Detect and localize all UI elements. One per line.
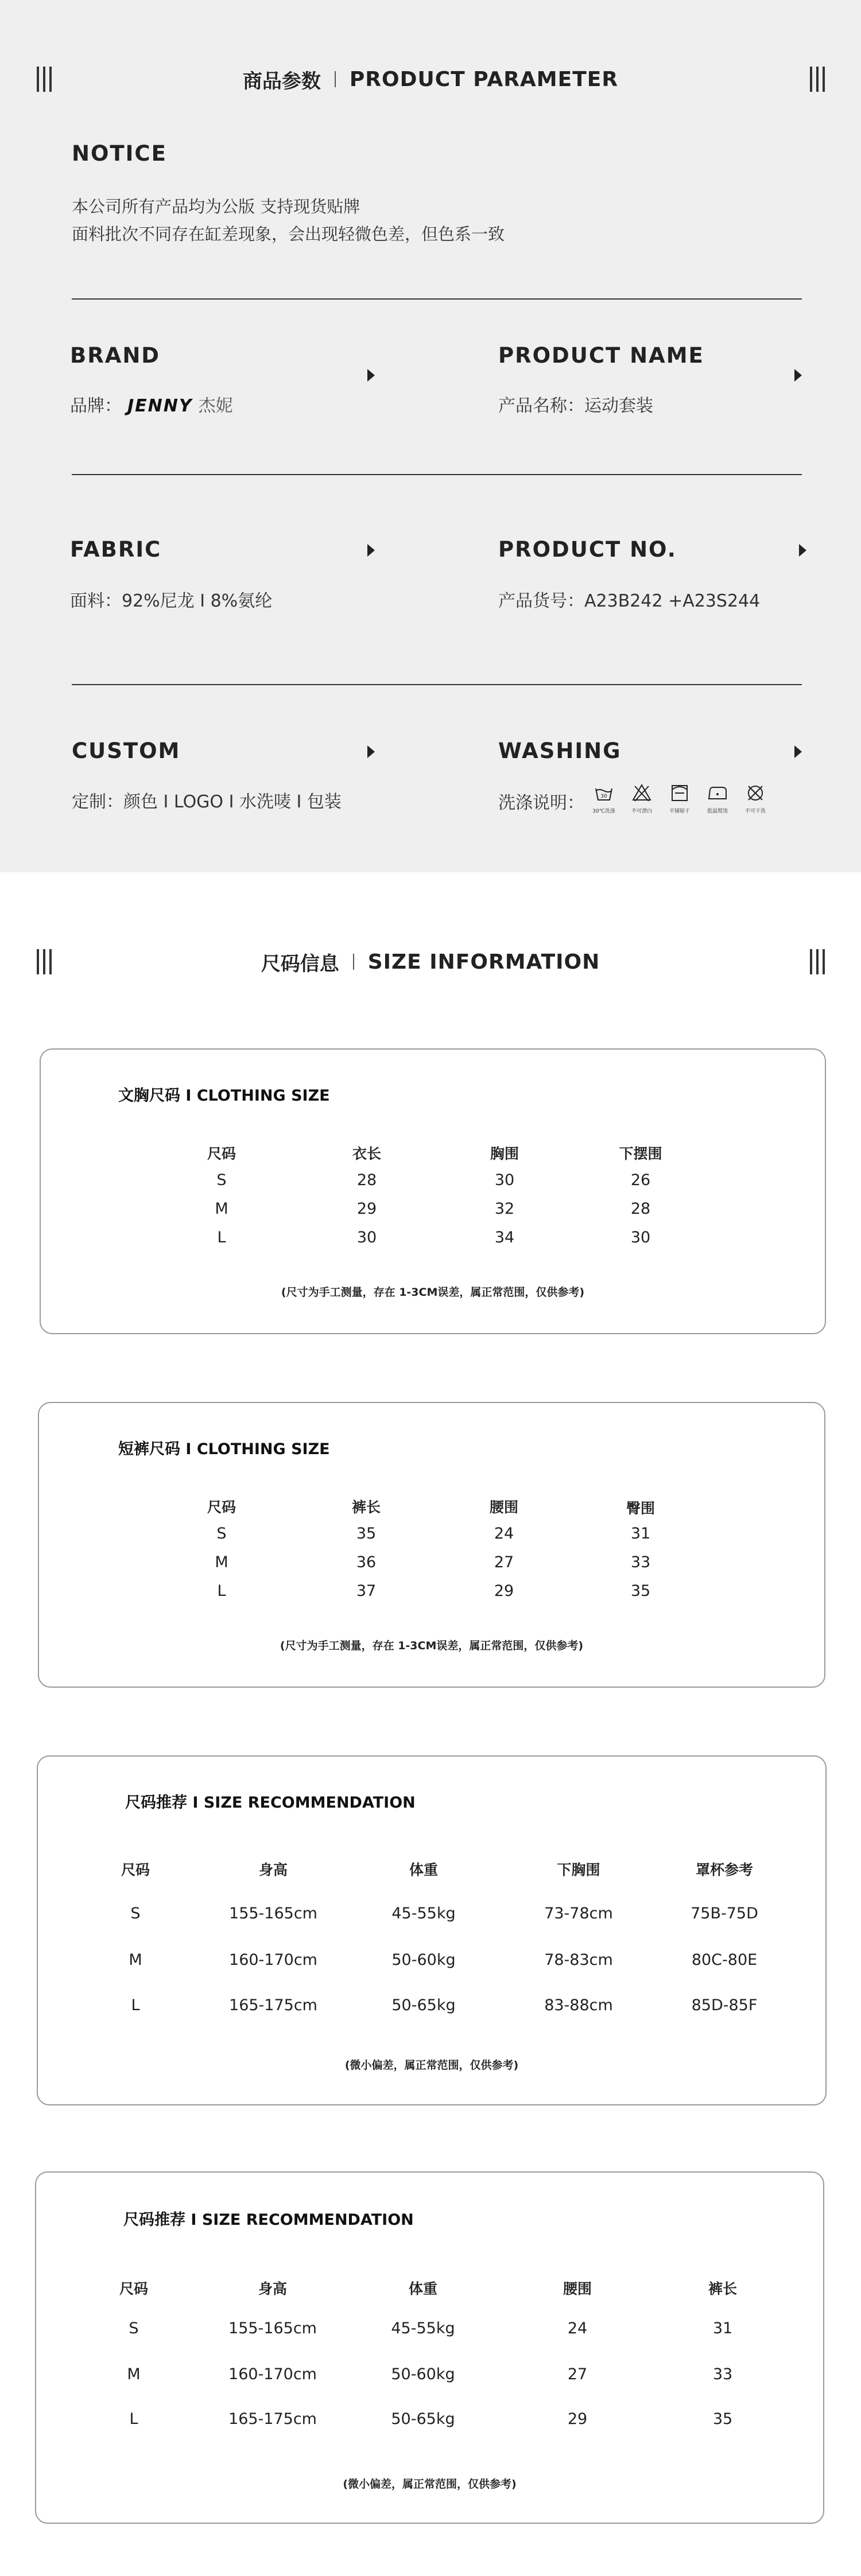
header-cell: 身高 [258, 2280, 287, 2297]
shorts-recommendation-card [35, 2171, 824, 2524]
wash-icon-label: 不可漂白 [631, 809, 652, 814]
table-cell: M [215, 1200, 228, 1218]
table-cell: S [130, 1905, 141, 1922]
card-title: 短裤尺码 I CLOTHING SIZE [118, 1440, 330, 1458]
table-cell: L [217, 1582, 226, 1600]
header-cell: 尺码 [121, 1862, 150, 1878]
washing-label: 洗涤说明： [498, 793, 584, 813]
brand-label: 品牌： [70, 396, 122, 416]
table-note: (微小偏差，属正常范围，仅供参考) [344, 2059, 519, 2072]
table-cell: 78-83cm [544, 1951, 613, 1969]
table-cell: 155-165cm [229, 1905, 317, 1922]
table-cell: 29 [356, 1200, 377, 1218]
custom-value: 定制：颜色 I LOGO I 水洗唛 I 包装 [72, 792, 342, 812]
washing-icons [587, 783, 776, 817]
product-no-value: 产品货号：A23B242 +A23S244 [498, 591, 761, 611]
table-cell: 30 [630, 1229, 651, 1246]
table-cell: 50-60kg [391, 2365, 455, 2383]
table-cell: S [216, 1171, 227, 1189]
header-cell: 体重 [408, 2280, 437, 2297]
brand-title: BRAND [70, 343, 161, 368]
table-cell: 24 [494, 1525, 514, 1543]
table-cell: 160-170cm [229, 1951, 317, 1969]
table-cell: 29 [494, 1582, 514, 1600]
table-cell: 26 [630, 1171, 651, 1189]
table-cell: 33 [630, 1553, 651, 1571]
table-cell: 80C-80E [691, 1951, 758, 1969]
custom-title: CUSTOM [72, 739, 181, 763]
table-cell: 29 [567, 2410, 588, 2428]
table-cell: 85D-85F [691, 1996, 758, 2014]
table-cell: 45-55kg [391, 2319, 455, 2337]
table-cell: L [129, 2410, 138, 2428]
table-cell: M [127, 2365, 141, 2383]
parameter-header [0, 62, 861, 96]
size-title-en: SIZE INFORMATION [367, 950, 600, 974]
table-cell: 31 [630, 1525, 651, 1543]
bars-icon [810, 949, 825, 974]
table-cell: 27 [494, 1553, 514, 1571]
product-name-title: PRODUCT NAME [498, 343, 704, 368]
title-divider [335, 71, 336, 87]
table-cell: 33 [712, 2365, 733, 2383]
parameter-title-en: PRODUCT PARAMETER [349, 67, 619, 91]
table-cell: M [129, 1951, 142, 1969]
svg-text:30: 30 [600, 794, 607, 799]
arrow-right-icon [794, 369, 802, 382]
arrow-right-icon [794, 745, 802, 758]
parameter-title-cn: 商品参数 [242, 69, 321, 93]
fabric-value: 面料：92%尼龙 I 8%氨纶 [70, 591, 273, 611]
brand-name: 杰妮 [198, 396, 233, 416]
table-cell: 34 [494, 1229, 515, 1246]
arrow-right-icon [367, 544, 375, 557]
table-cell: 28 [356, 1171, 377, 1189]
header-cell: 胸围 [490, 1145, 519, 1162]
card-title: 文胸尺码 I CLOTHING SIZE [118, 1087, 330, 1105]
bars-icon [810, 67, 825, 92]
table-note: (微小偏差，属正常范围，仅供参考) [343, 2478, 517, 2490]
card-title: 尺码推荐 I SIZE RECOMMENDATION [123, 2211, 414, 2229]
header-cell: 罩杯参考 [695, 1862, 753, 1878]
wash-icon-label: 平铺晾干 [669, 809, 690, 814]
table-cell: 83-88cm [544, 1996, 613, 2014]
arrow-right-icon [799, 544, 806, 557]
brand-value [70, 391, 233, 417]
table-cell: 35 [356, 1525, 377, 1543]
table-cell: S [216, 1525, 227, 1543]
table-cell: 50-65kg [391, 2410, 455, 2428]
notice-title: NOTICE [72, 141, 167, 166]
table-cell: 36 [356, 1553, 377, 1571]
no-dry-clean-icon [738, 783, 773, 817]
low-iron-icon [700, 783, 735, 817]
wash-icon-label: 30℃洗涤 [592, 809, 615, 814]
notice-line-1: 本公司所有产品均为公版 支持现货贴牌 [72, 197, 360, 216]
header-cell: 尺码 [119, 2280, 148, 2297]
arrow-right-icon [367, 745, 375, 758]
bra-recommendation-card [37, 1755, 827, 2105]
header-cell: 臀围 [626, 1500, 655, 1517]
header-cell: 下胸围 [557, 1862, 600, 1878]
table-cell: 75B-75D [691, 1905, 758, 1922]
table-cell: 32 [494, 1200, 515, 1218]
product-no-title: PRODUCT NO. [498, 537, 677, 562]
table-cell: 160-170cm [228, 2365, 317, 2383]
table-cell: 24 [567, 2319, 588, 2337]
table-note: (尺寸为手工测量，存在 1-3CM误差，属正常范围，仅供参考) [280, 1639, 584, 1652]
table-cell: 30 [356, 1229, 377, 1246]
table-cell: 30 [494, 1171, 515, 1189]
size-title-cn: 尺码信息 [261, 952, 339, 976]
header-cell: 尺码 [207, 1145, 236, 1162]
washing-title: WASHING [498, 739, 622, 763]
header-cell: 体重 [409, 1862, 438, 1878]
wash-icon-label: 不可干洗 [744, 809, 766, 814]
bra-size-card [40, 1048, 826, 1334]
header-cell: 腰围 [563, 2280, 592, 2297]
fabric-title: FABRIC [70, 537, 162, 562]
size-header [0, 945, 861, 979]
header-cell: 腰围 [489, 1499, 518, 1516]
hang-dry-icon [662, 783, 697, 817]
table-cell: 31 [712, 2319, 733, 2337]
header-cell: 尺码 [207, 1499, 236, 1516]
title-divider [353, 954, 354, 970]
notice-line-2: 面料批次不同存在缸差现象，会出现轻微色差，但色系一致 [72, 224, 505, 244]
table-cell: 35 [630, 1582, 651, 1600]
table-cell: 165-175cm [229, 1996, 317, 2014]
product-parameter-section [0, 0, 861, 872]
table-cell: 155-165cm [228, 2319, 317, 2337]
shorts-size-card [38, 1402, 825, 1688]
size-information-section [0, 872, 861, 2576]
header-cell: 裤长 [708, 2280, 737, 2297]
table-cell: 28 [630, 1200, 651, 1218]
wash-icon-label: 低温熨烫 [707, 809, 728, 814]
header-cell: 衣长 [352, 1145, 381, 1162]
table-cell: 165-175cm [228, 2410, 317, 2428]
header-cell: 身高 [258, 1862, 288, 1878]
card-title: 尺码推荐 I SIZE RECOMMENDATION [125, 1794, 416, 1812]
table-cell: M [215, 1553, 228, 1571]
divider [72, 684, 802, 685]
table-cell: 37 [356, 1582, 377, 1600]
table-note: (尺寸为手工测量，存在 1-3CM误差，属正常范围，仅供参考) [281, 1286, 585, 1299]
divider [72, 298, 802, 300]
brand-logo: JENNY [127, 396, 193, 416]
table-cell: 45-55kg [391, 1905, 456, 1922]
table-cell: S [129, 2319, 139, 2337]
table-cell: L [217, 1229, 226, 1246]
header-cell: 裤长 [351, 1499, 381, 1516]
table-cell: 73-78cm [544, 1905, 613, 1922]
table-cell: 50-60kg [391, 1951, 456, 1969]
divider [72, 474, 802, 475]
no-bleach-icon [625, 783, 659, 817]
table-cell: 27 [567, 2365, 588, 2383]
wash-30-icon [587, 783, 621, 817]
table-cell: L [131, 1996, 140, 2014]
table-cell: 50-65kg [391, 1996, 456, 2014]
product-name-value: 产品名称：运动套装 [498, 396, 653, 416]
arrow-right-icon [367, 369, 375, 382]
table-cell: 35 [712, 2410, 733, 2428]
header-cell: 下摆围 [619, 1145, 662, 1162]
